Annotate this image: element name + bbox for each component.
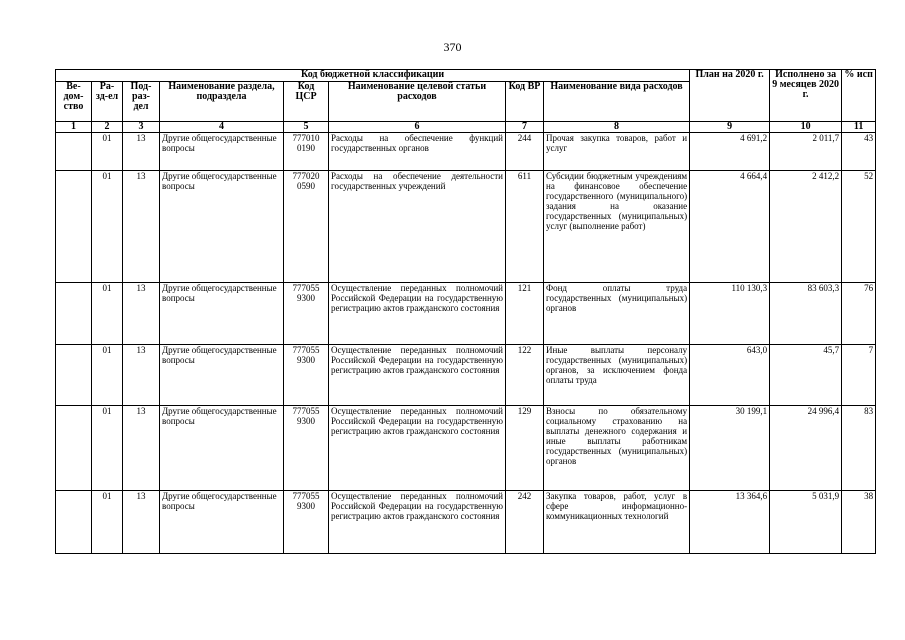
section-name-cell: Другие общегосударственные вопросы <box>160 133 284 171</box>
csr-code-cell: 777055 9300 <box>284 406 329 491</box>
section-code-cell: 01 <box>92 406 123 491</box>
executed-cell: 45,7 <box>770 345 842 406</box>
column-number: 9 <box>690 122 770 133</box>
percent-cell: 43 <box>842 133 876 171</box>
table-row <box>56 171 876 283</box>
header-subsection: Под-раз-дел <box>123 82 160 122</box>
department-cell <box>56 345 92 406</box>
vr-code-cell: 129 <box>506 406 544 491</box>
table-row <box>56 283 876 345</box>
header-expense-kind: Наименование вида расходов <box>544 82 690 122</box>
vr-code-cell: 611 <box>506 171 544 283</box>
section-code-cell: 01 <box>92 345 123 406</box>
csr-code-cell: 777055 9300 <box>284 491 329 554</box>
header-section-name: Наименование раздела, подраздела <box>160 82 284 122</box>
column-number: 10 <box>770 122 842 133</box>
plan-cell: 4 691,2 <box>690 133 770 171</box>
department-cell <box>56 283 92 345</box>
header-budget-classification: Код бюджетной классификации <box>56 70 690 82</box>
plan-cell: 13 364,6 <box>690 491 770 554</box>
department-cell <box>56 133 92 171</box>
header-department: Ве-дом-ство <box>56 82 92 122</box>
target-article-cell: Расходы на обеспечение функций государственных органов <box>329 133 506 171</box>
subsection-code-cell: 13 <box>123 491 160 554</box>
target-article-cell: Расходы на обеспечение деятельности государственных учреждений <box>329 171 506 283</box>
budget-table <box>55 69 876 554</box>
plan-cell: 110 130,3 <box>690 283 770 345</box>
percent-cell: 38 <box>842 491 876 554</box>
csr-code-cell: 777055 9300 <box>284 283 329 345</box>
header-executed: Исполнено за 9 месяцев 2020 г. <box>770 70 842 122</box>
csr-code-cell: 777020 0590 <box>284 171 329 283</box>
section-code-cell: 01 <box>92 491 123 554</box>
table-row <box>56 491 876 554</box>
section-name-cell: Другие общегосударственные вопросы <box>160 406 284 491</box>
vr-code-cell: 242 <box>506 491 544 554</box>
subsection-code-cell: 13 <box>123 406 160 491</box>
target-article-cell: Осуществление переданных полномочий Российской Федерации на государственную регистрацию актов гражданского состояния <box>329 345 506 406</box>
expense-kind-cell: Закупка товаров, работ, услуг в сфере информационно-коммуникационных технологий <box>544 491 690 554</box>
percent-cell: 76 <box>842 283 876 345</box>
table-row <box>56 345 876 406</box>
page-number: 370 <box>443 40 462 54</box>
header-vr-code: Код ВР <box>506 82 544 122</box>
header-csr-code: Код ЦСР <box>284 82 329 122</box>
section-name-cell: Другие общегосударственные вопросы <box>160 491 284 554</box>
section-code-cell: 01 <box>92 171 123 283</box>
section-code-cell: 01 <box>92 133 123 171</box>
header-plan: План на 2020 г. <box>690 70 770 122</box>
section-code-cell: 01 <box>92 283 123 345</box>
plan-cell: 30 199,1 <box>690 406 770 491</box>
subsection-code-cell: 13 <box>123 171 160 283</box>
header-percent: % исп <box>842 70 876 122</box>
column-number: 3 <box>123 122 160 133</box>
subsection-code-cell: 13 <box>123 133 160 171</box>
column-number: 1 <box>56 122 92 133</box>
executed-cell: 5 031,9 <box>770 491 842 554</box>
executed-cell: 2 011,7 <box>770 133 842 171</box>
executed-cell: 24 996,4 <box>770 406 842 491</box>
target-article-cell: Осуществление переданных полномочий Российской Федерации на государственную регистрацию актов гражданского состояния <box>329 283 506 345</box>
department-cell <box>56 491 92 554</box>
executed-cell: 83 603,3 <box>770 283 842 345</box>
vr-code-cell: 121 <box>506 283 544 345</box>
column-number: 2 <box>92 122 123 133</box>
subsection-code-cell: 13 <box>123 283 160 345</box>
expense-kind-cell: Фонд оплаты труда государственных (муниципальных) органов <box>544 283 690 345</box>
column-number: 8 <box>544 122 690 133</box>
vr-code-cell: 122 <box>506 345 544 406</box>
section-name-cell: Другие общегосударственные вопросы <box>160 345 284 406</box>
target-article-cell: Осуществление переданных полномочий Российской Федерации на государственную регистрацию актов гражданского состояния <box>329 491 506 554</box>
executed-cell: 2 412,2 <box>770 171 842 283</box>
percent-cell: 52 <box>842 171 876 283</box>
section-name-cell: Другие общегосударственные вопросы <box>160 171 284 283</box>
department-cell <box>56 171 92 283</box>
vr-code-cell: 244 <box>506 133 544 171</box>
section-name-cell: Другие общегосударственные вопросы <box>160 283 284 345</box>
column-number: 4 <box>160 122 284 133</box>
expense-kind-cell: Иные выплаты персоналу государственных (муниципальных) органов, за исключением фонда оплаты труда <box>544 345 690 406</box>
percent-cell: 7 <box>842 345 876 406</box>
table-row <box>56 133 876 171</box>
csr-code-cell: 777010 0190 <box>284 133 329 171</box>
header-target-article: Наименование целевой статьи расходов <box>329 82 506 122</box>
percent-cell: 83 <box>842 406 876 491</box>
expense-kind-cell: Взносы по обязательному социальному страхованию на выплаты денежного содержания и иные выплаты работникам государственных (муниципальных) органов <box>544 406 690 491</box>
csr-code-cell: 777055 9300 <box>284 345 329 406</box>
plan-cell: 643,0 <box>690 345 770 406</box>
column-number: 11 <box>842 122 876 133</box>
expense-kind-cell: Прочая закупка товаров, работ и услуг <box>544 133 690 171</box>
column-number: 7 <box>506 122 544 133</box>
expense-kind-cell: Субсидии бюджетным учреждениям на финансовое обеспечение государственного (муниципального) задания на оказание государственных (муниципальных) услуг (выполнение работ) <box>544 171 690 283</box>
plan-cell: 4 664,4 <box>690 171 770 283</box>
header-section: Ра-зд-ел <box>92 82 123 122</box>
column-number: 6 <box>329 122 506 133</box>
subsection-code-cell: 13 <box>123 345 160 406</box>
table-row <box>56 406 876 491</box>
department-cell <box>56 406 92 491</box>
target-article-cell: Осуществление переданных полномочий Российской Федерации на государственную регистрацию актов гражданского состояния <box>329 406 506 491</box>
column-number: 5 <box>284 122 329 133</box>
